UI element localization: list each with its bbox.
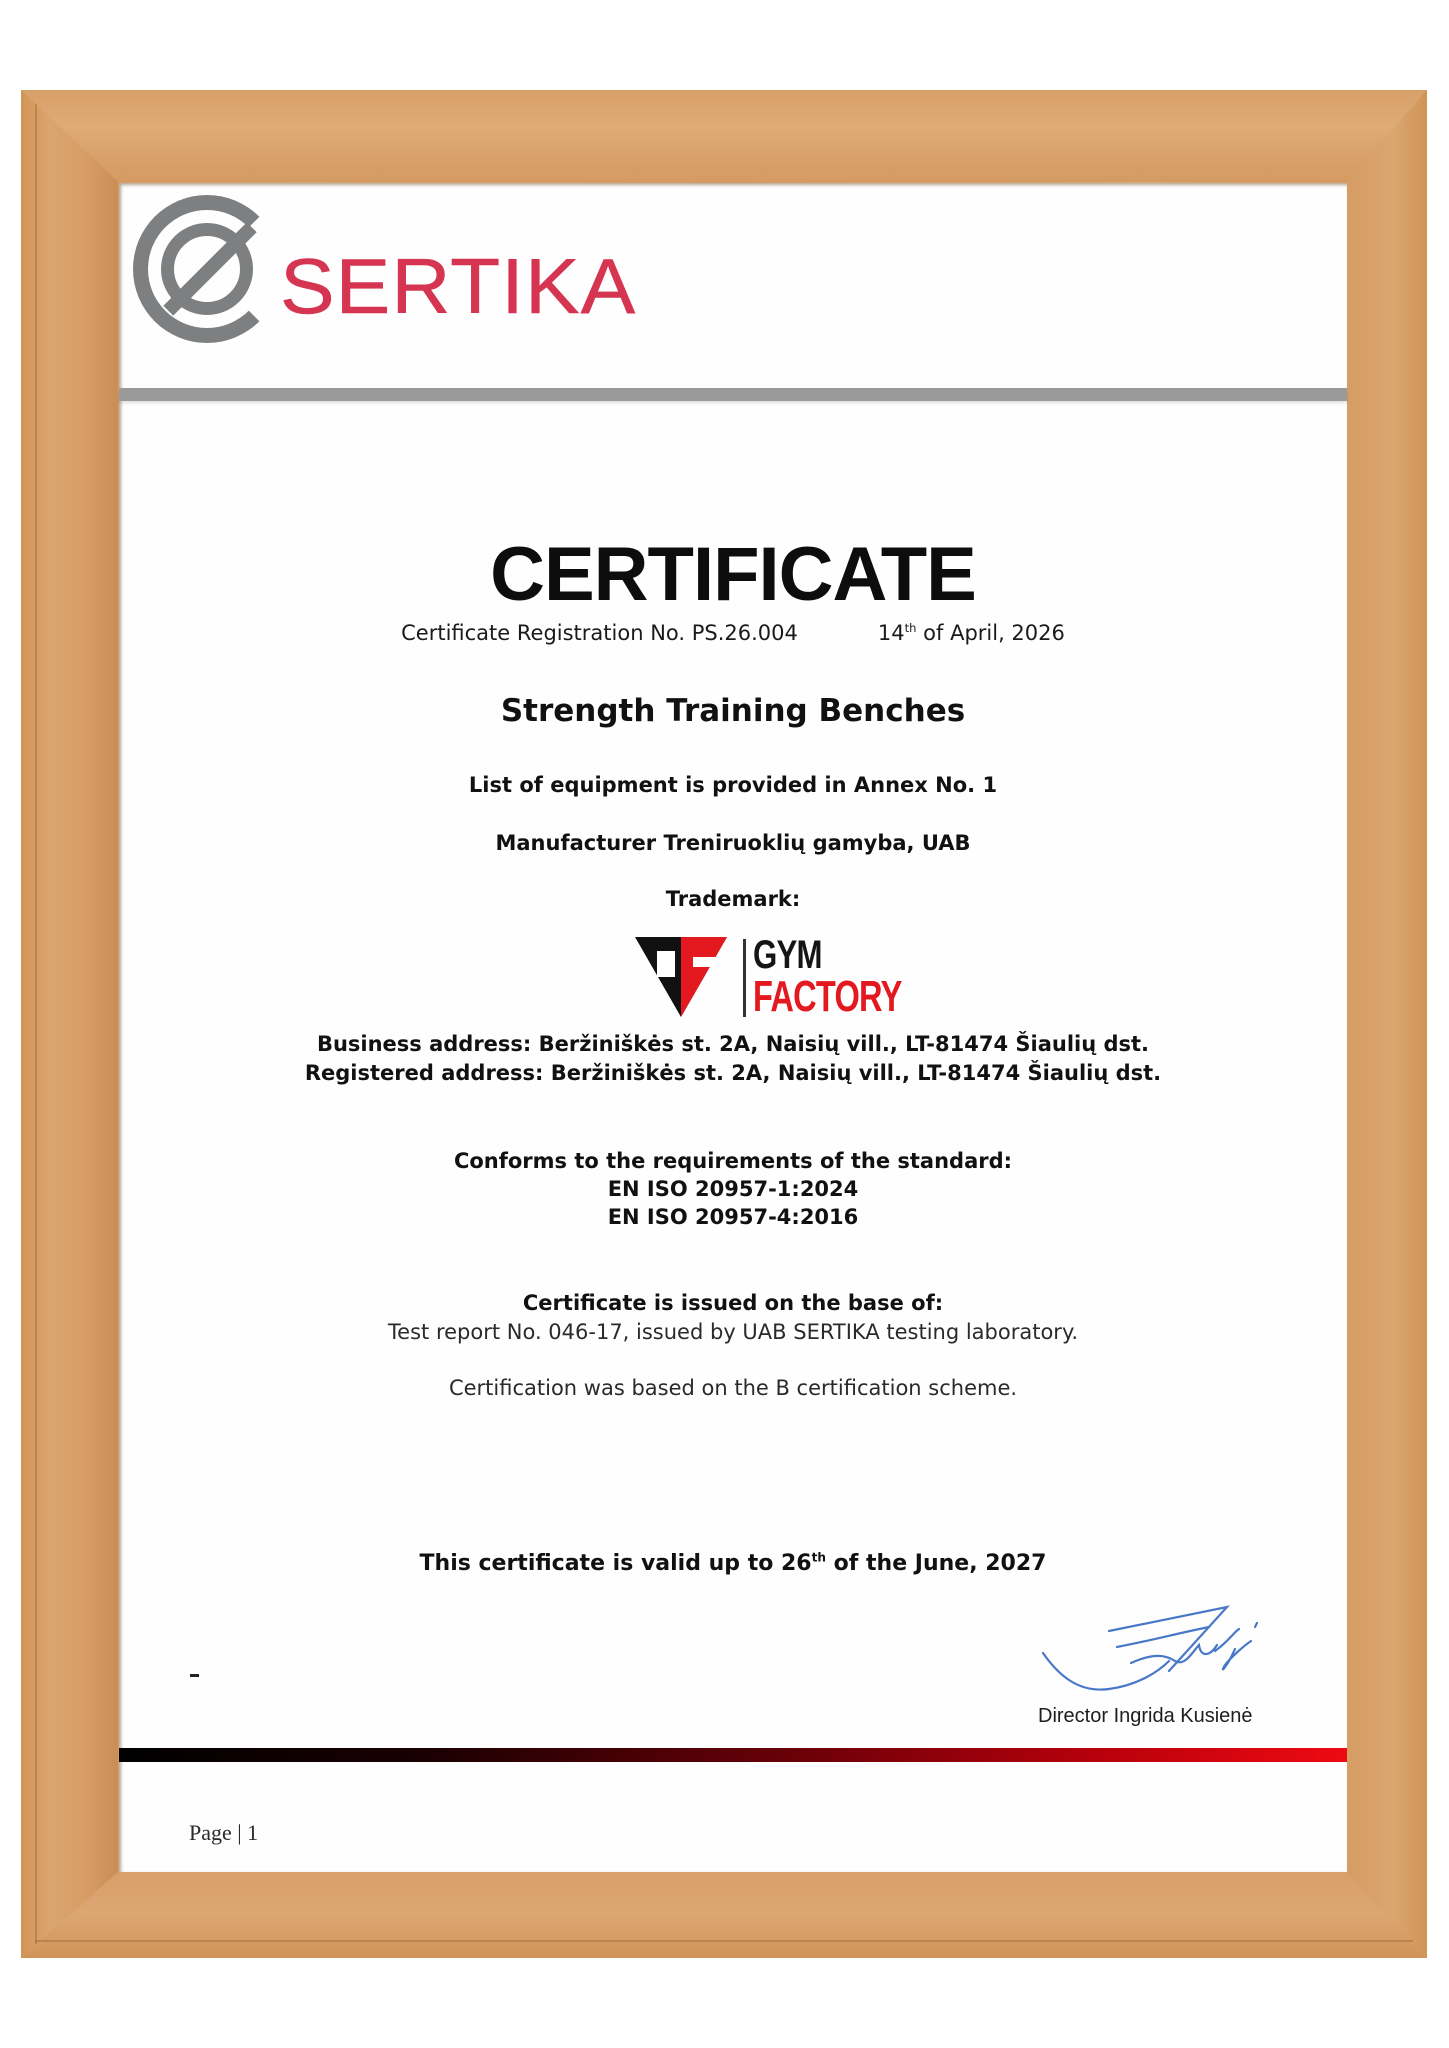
registration-line (119, 621, 1347, 645)
signatory-name: Director Ingrida Kusienė (1038, 1705, 1253, 1727)
frame-molding-line (35, 1940, 1413, 1942)
gf-f-notch (693, 957, 717, 967)
gf-factory-text: FACTORY (753, 972, 902, 1021)
certificate-title: CERTIFICATE (490, 532, 976, 617)
header-divider (119, 388, 1347, 401)
basis-label: Certificate is issued on the base of: (522, 1291, 944, 1315)
trademark-label: Trademark: (665, 887, 801, 911)
business-address: Business address: Beržiniškės st. 2A, Naisių vill., LT-81474 Šiaulių dst. (316, 1032, 1150, 1056)
validity-statement: This certificate is valid up to 26th of the June, 2027 (419, 1550, 1047, 1576)
issue-date: 14th of April, 2026 (877, 621, 1065, 645)
gf-divider (743, 939, 746, 1017)
registered-address: Registered address: Beržiniškės st. 2A, Naisių vill., LT-81474 Šiaulių dst. (304, 1061, 1162, 1085)
gf-gym-text: GYM (753, 933, 822, 977)
footer-divider (119, 1748, 1347, 1762)
frame-top-rail (21, 90, 1427, 182)
frame-bottom-rail (21, 1872, 1427, 1958)
sertika-wordmark: SERTIKA (280, 242, 637, 330)
gf-g-notch (657, 951, 675, 977)
gym-factory-logo (635, 935, 915, 1021)
annex-note: List of equipment is provided in Annex No. 1 (468, 773, 998, 797)
standard-item: EN ISO 20957-1:2024 (607, 1177, 859, 1201)
standard-item: EN ISO 20957-4:2016 (607, 1205, 859, 1229)
conformity-label: Conforms to the requirements of the standard: (453, 1149, 1013, 1173)
sertika-logo (133, 195, 673, 365)
gf-red-half-icon (681, 937, 727, 1017)
product-name: Strength Training Benches (500, 693, 966, 729)
signature-icon (1039, 1601, 1269, 1697)
frame-molding-line (35, 104, 37, 1944)
stray-mark (190, 1674, 199, 1677)
test-report: Test report No. 046-17, issued by UAB SERTIKA testing laboratory. (387, 1320, 1079, 1344)
manufacturer: Manufacturer Treniruoklių gamyba, UAB (495, 831, 971, 855)
frame-right-rail (1347, 90, 1427, 1958)
page-number: Page | 1 (189, 1820, 259, 1845)
certificate-document (119, 183, 1347, 1872)
registration-number: Certificate Registration No. PS.26.004 (401, 621, 798, 645)
certification-scheme: Certification was based on the B certification scheme. (448, 1376, 1018, 1400)
